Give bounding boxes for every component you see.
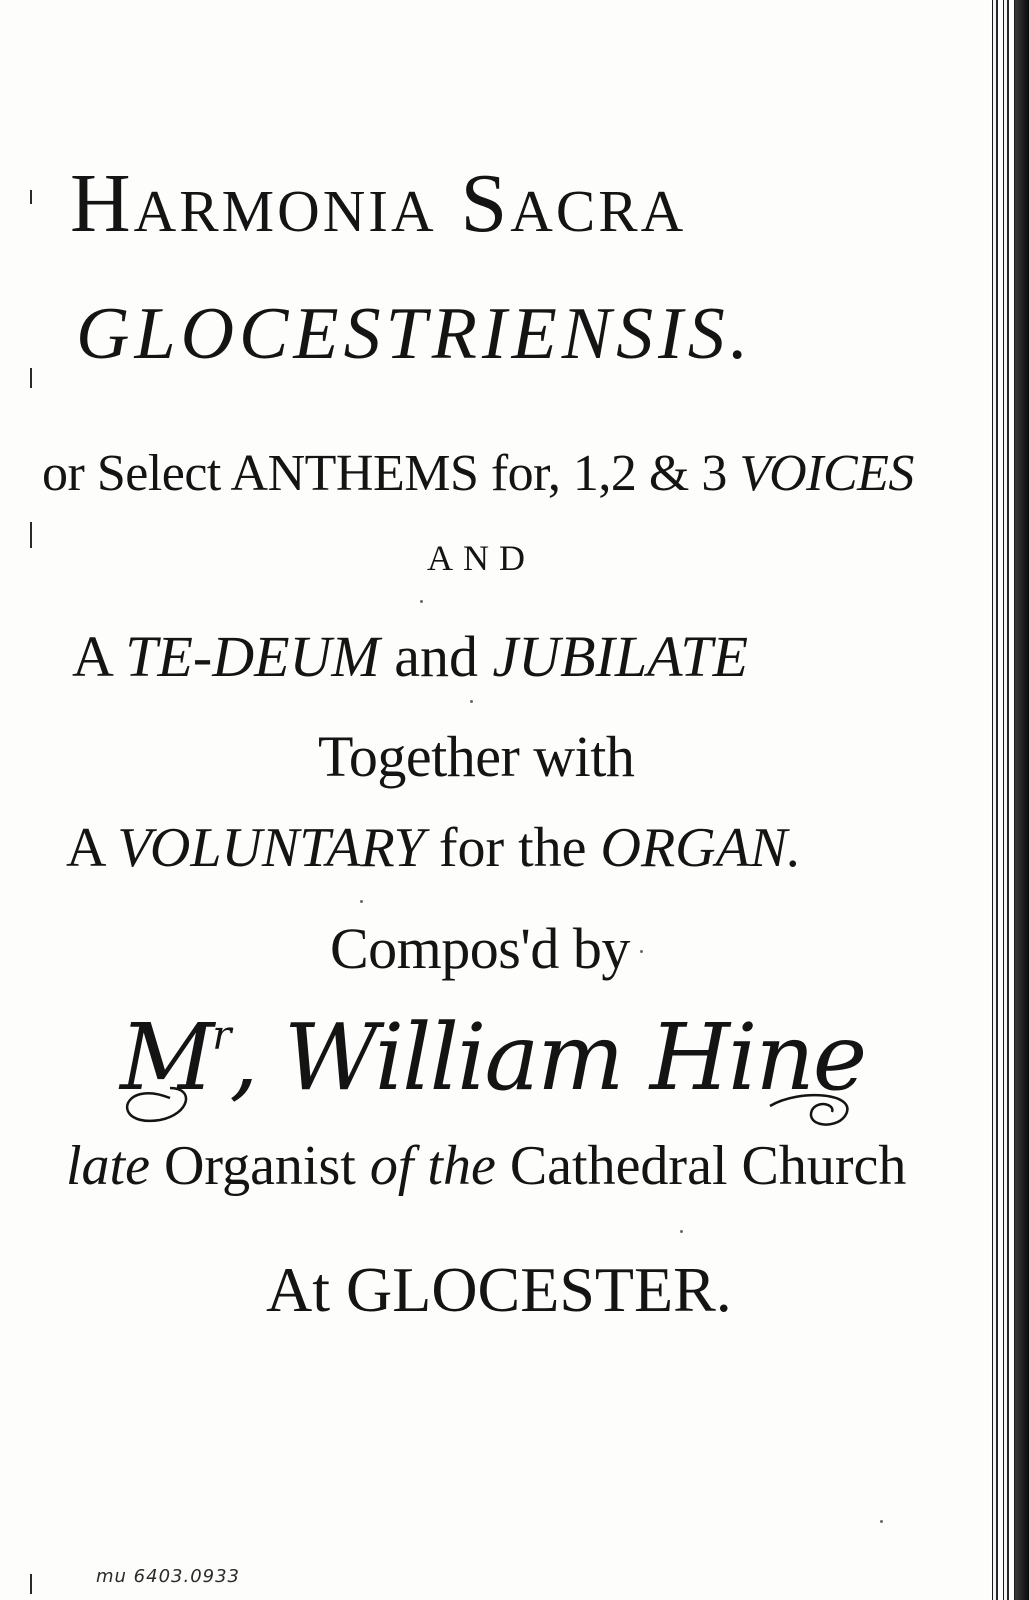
anthems-word: ANTHEMS — [230, 445, 479, 502]
margin-mark — [30, 522, 32, 548]
composer-title: M — [120, 1004, 213, 1111]
margin-mark — [30, 190, 32, 204]
te-deum-and: and — [379, 624, 493, 689]
paper-speck — [880, 1520, 883, 1523]
te-deum-word: TE-DEUM — [125, 624, 380, 689]
shelfmark: mu 6403.0933 — [96, 1566, 241, 1587]
composed-by-line: Compos'd by — [330, 916, 630, 981]
flourish-swash — [100, 1048, 860, 1138]
voices-count: for, 1,2 & 3 — [478, 445, 740, 502]
paper-speck — [640, 950, 643, 953]
te-deum-line — [72, 624, 749, 689]
together-with-line: Together with — [318, 724, 635, 789]
for-the: for the — [424, 817, 601, 879]
subtitle: GLOCESTRIENSIS. — [76, 293, 754, 375]
voices-word: VOICES — [739, 445, 914, 502]
organist-word: Organist — [149, 1135, 370, 1197]
anthems-line — [42, 445, 914, 502]
paper-speck — [680, 1230, 683, 1233]
paper-speck — [470, 700, 473, 703]
composer-name-text: , William Hine — [229, 1004, 866, 1111]
paper-speck — [420, 600, 423, 603]
margin-mark — [30, 1574, 32, 1594]
main-title: Harmonia Sacra — [70, 157, 687, 250]
te-deum-prefix: A — [72, 624, 126, 689]
and-line: AND — [427, 538, 535, 578]
composer-title-sup: r — [212, 1013, 230, 1059]
cathedral-church: Cathedral Church — [495, 1135, 907, 1197]
late-word: late — [66, 1135, 150, 1197]
voluntary-word: VOLUNTARY — [117, 817, 425, 879]
paper-speck — [360, 900, 363, 903]
glocester-line: At GLOCESTER. — [266, 1254, 732, 1325]
anthems-line-prefix: or Select — [42, 445, 231, 502]
jubilate-word: JUBILATE — [492, 624, 749, 689]
organ-word: ORGAN. — [600, 817, 802, 879]
voluntary-line — [66, 817, 802, 879]
binding-shadow — [1015, 0, 1029, 1600]
of-the-words: of the — [369, 1135, 496, 1197]
organist-line — [66, 1135, 907, 1197]
margin-mark — [30, 368, 32, 388]
voluntary-prefix: A — [66, 817, 118, 879]
